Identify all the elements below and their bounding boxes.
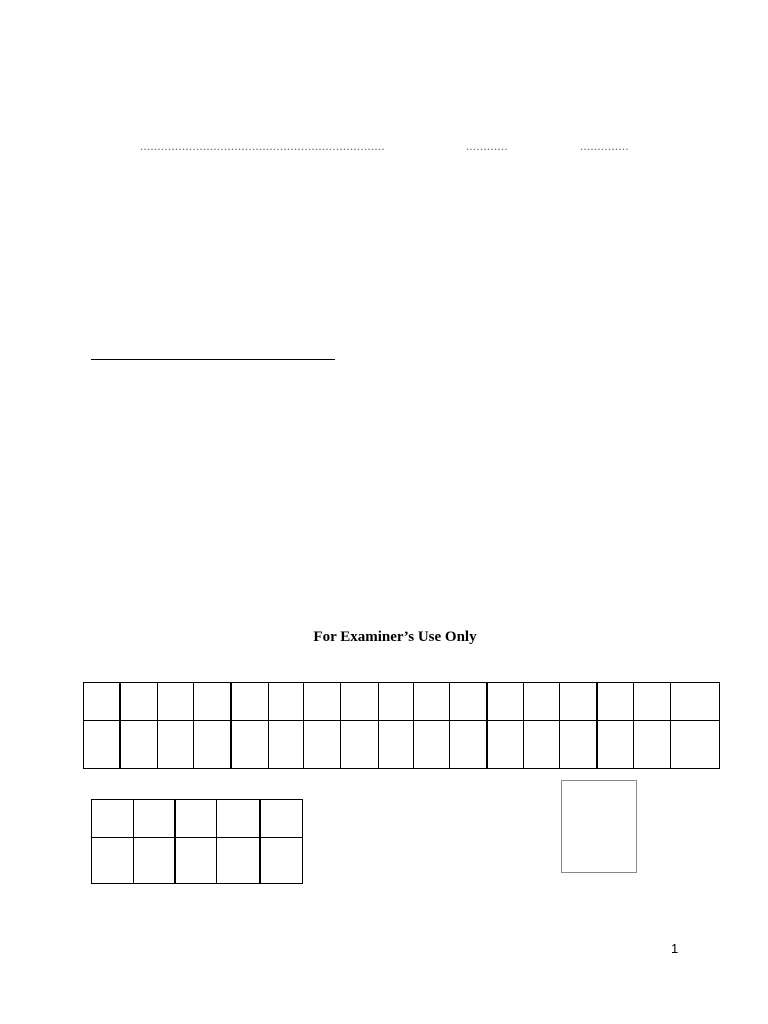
question-cell[interactable] bbox=[414, 683, 450, 721]
marks-cell[interactable] bbox=[487, 721, 524, 769]
marks-cell[interactable] bbox=[671, 721, 720, 769]
marks-cell[interactable] bbox=[378, 721, 414, 769]
section-cell[interactable] bbox=[92, 800, 134, 838]
marks-cell[interactable] bbox=[193, 721, 231, 769]
section-marks-cell[interactable] bbox=[217, 838, 260, 884]
signature-line bbox=[91, 359, 335, 360]
question-cell[interactable] bbox=[157, 683, 193, 721]
section-marks-grid bbox=[91, 799, 303, 884]
marks-cell[interactable] bbox=[231, 721, 268, 769]
question-cell[interactable] bbox=[487, 683, 524, 721]
section-marks-cell[interactable] bbox=[133, 838, 175, 884]
marks-cell[interactable] bbox=[560, 721, 597, 769]
marks-row bbox=[84, 721, 720, 769]
marks-cell[interactable] bbox=[450, 721, 487, 769]
question-cell[interactable] bbox=[671, 683, 720, 721]
question-cell[interactable] bbox=[120, 683, 157, 721]
marks-cell[interactable] bbox=[84, 721, 121, 769]
marks-cell[interactable] bbox=[597, 721, 634, 769]
examiner-marks-grid bbox=[83, 682, 720, 769]
date-dotted-line[interactable]: .............. bbox=[580, 141, 629, 151]
page-number: 1 bbox=[671, 941, 679, 956]
marks-cell[interactable] bbox=[634, 721, 671, 769]
name-dotted-line[interactable]: ...................................................................... bbox=[140, 141, 385, 151]
section-marks-row bbox=[92, 838, 303, 884]
section-cell[interactable] bbox=[133, 800, 175, 838]
question-cell[interactable] bbox=[524, 683, 560, 721]
section-number-row bbox=[92, 800, 303, 838]
marks-cell[interactable] bbox=[524, 721, 560, 769]
question-number-row bbox=[84, 683, 720, 721]
section-marks-cell[interactable] bbox=[175, 838, 217, 884]
examiner-use-title: For Examiner’s Use Only bbox=[313, 629, 477, 645]
grand-total-box[interactable] bbox=[561, 780, 637, 873]
index-dotted-line[interactable]: ............ bbox=[466, 141, 508, 151]
marks-cell[interactable] bbox=[303, 721, 340, 769]
question-cell[interactable] bbox=[560, 683, 597, 721]
question-cell[interactable] bbox=[268, 683, 303, 721]
marks-cell[interactable] bbox=[268, 721, 303, 769]
question-cell[interactable] bbox=[597, 683, 634, 721]
section-marks-cell[interactable] bbox=[260, 838, 303, 884]
question-cell[interactable] bbox=[193, 683, 231, 721]
question-cell[interactable] bbox=[634, 683, 671, 721]
section-cell[interactable] bbox=[217, 800, 260, 838]
question-cell[interactable] bbox=[84, 683, 121, 721]
marks-cell[interactable] bbox=[340, 721, 378, 769]
question-cell[interactable] bbox=[303, 683, 340, 721]
marks-cell[interactable] bbox=[157, 721, 193, 769]
question-cell[interactable] bbox=[450, 683, 487, 721]
question-cell[interactable] bbox=[340, 683, 378, 721]
section-marks-cell[interactable] bbox=[92, 838, 134, 884]
section-cell[interactable] bbox=[175, 800, 217, 838]
question-cell[interactable] bbox=[231, 683, 268, 721]
marks-cell[interactable] bbox=[120, 721, 157, 769]
question-cell[interactable] bbox=[378, 683, 414, 721]
section-cell[interactable] bbox=[260, 800, 303, 838]
marks-cell[interactable] bbox=[414, 721, 450, 769]
